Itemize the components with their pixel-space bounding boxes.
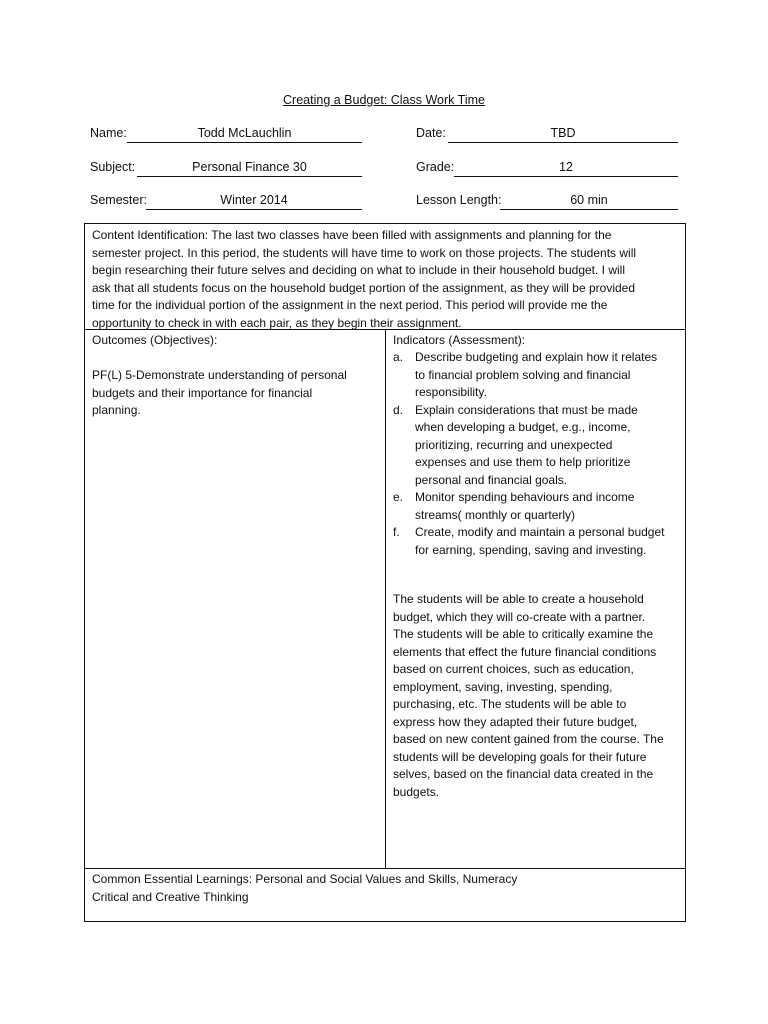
indicator-item-d [393, 402, 683, 490]
indicator-line: for earning, spending, saving and investing. [415, 542, 647, 557]
subject-label: Subject: [90, 160, 136, 174]
grade-value: 12 [454, 160, 678, 177]
indicators-list [393, 349, 683, 559]
content-line: time for the individual portion of the assignment in the next period. This period will provide me the [92, 298, 608, 312]
content-line: semester project. In this period, the students will have time to work on those projects. The students will [92, 245, 637, 260]
paragraph-line: selves, based on the financial data created in the [393, 767, 654, 781]
outcomes-text [92, 367, 372, 420]
lesson-length-field [416, 193, 678, 211]
indicators-box [385, 329, 686, 869]
indicator-line: Create, modify and maintain a personal budget [415, 525, 665, 539]
paragraph-line: students will be developing goals for their future [393, 749, 647, 764]
indicator-line: Explain considerations that must be made [415, 402, 638, 417]
semester-field [90, 193, 362, 211]
outcome-line: PF(L) 5-Demonstrate understanding of personal [92, 368, 347, 382]
name-value: Todd McLauchlin [127, 126, 362, 143]
paragraph-line: budget, which they will co-create with a partner. [393, 609, 646, 624]
outcome-line: planning. [92, 403, 141, 417]
paragraph-line: purchasing, etc. The students will be able to [393, 697, 627, 711]
indicator-item-e [393, 489, 683, 524]
content-line: Content Identification: The last two classes have been filled with assignments and planning for the [92, 228, 612, 242]
content-line: ask that all students focus on the household budget portion of the assignment, as they will be provided [92, 280, 636, 295]
date-value: TBD [448, 126, 678, 143]
grade-label: Grade: [416, 160, 455, 174]
paragraph-line: employment, saving, investing, spending, [393, 679, 613, 694]
indicator-line: Monitor spending behaviours and income [415, 490, 635, 504]
indicator-letter: e. [393, 490, 404, 504]
content-line: opportunity to check in with each pair, as they begin their assignment. [92, 315, 462, 330]
name-label: Name: [90, 126, 127, 140]
document-title: Creating a Budget: Class Work Time [283, 93, 485, 107]
indicator-letter: d. [393, 402, 404, 417]
paragraph-line: budgets. [393, 784, 440, 799]
indicator-letter: f. [393, 525, 400, 539]
indicator-line: prioritizing, recurring and unexpected [415, 437, 613, 452]
paragraph-line: elements that effect the future financial conditions [393, 644, 657, 659]
indicator-line: Describe budgeting and explain how it relates [415, 350, 658, 364]
common-essential-learnings-text [92, 871, 680, 906]
paragraph-line: The students will be able to critically examine the [393, 627, 654, 641]
semester-value: Winter 2014 [146, 193, 362, 210]
paragraph-line: based on new content gained from the course. The [393, 732, 664, 746]
date-field [416, 126, 678, 144]
lesson-length-value: 60 min [500, 193, 678, 210]
indicator-line: responsibility. [415, 385, 487, 399]
outcomes-box [84, 329, 386, 869]
indicator-line: when developing a budget, e.g., income, [415, 420, 631, 434]
date-label: Date: [416, 126, 446, 140]
content-line: begin researching their future selves and deciding on what to include in their household budget. I will [92, 263, 626, 277]
indicators-heading: Indicators (Assessment): [393, 333, 526, 347]
outcome-line: budgets and their importance for financial [92, 385, 313, 400]
grade-field [416, 160, 678, 178]
indicators-paragraph [393, 591, 681, 801]
cel-line: Common Essential Learnings: Personal and Social Values and Skills, Numeracy [92, 872, 518, 886]
indicator-item-f [393, 524, 683, 559]
indicator-item-a [393, 349, 683, 402]
name-field [90, 126, 362, 144]
indicator-letter: a. [393, 350, 404, 364]
indicator-line: personal and financial goals. [415, 472, 568, 487]
outcomes-heading: Outcomes (Objectives): [92, 333, 218, 347]
subject-field [90, 160, 362, 178]
paragraph-line: The students will be able to create a household [393, 592, 644, 606]
subject-value: Personal Finance 30 [137, 160, 362, 177]
paragraph-line: based on current choices, such as education, [393, 662, 634, 676]
lesson-length-label: Lesson Length: [416, 193, 502, 207]
indicator-line: expenses and use them to help prioritize [415, 455, 631, 469]
indicator-line: to financial problem solving and financial [415, 367, 631, 382]
indicator-line: streams( monthly or quarterly) [415, 507, 576, 522]
common-essential-learnings-box [84, 868, 686, 922]
cel-line: Critical and Creative Thinking [92, 889, 249, 904]
content-identification-text [92, 227, 680, 332]
semester-label: Semester: [90, 193, 147, 207]
paragraph-line: express how they adapted their future budget, [393, 714, 638, 729]
content-identification-box [84, 223, 686, 330]
